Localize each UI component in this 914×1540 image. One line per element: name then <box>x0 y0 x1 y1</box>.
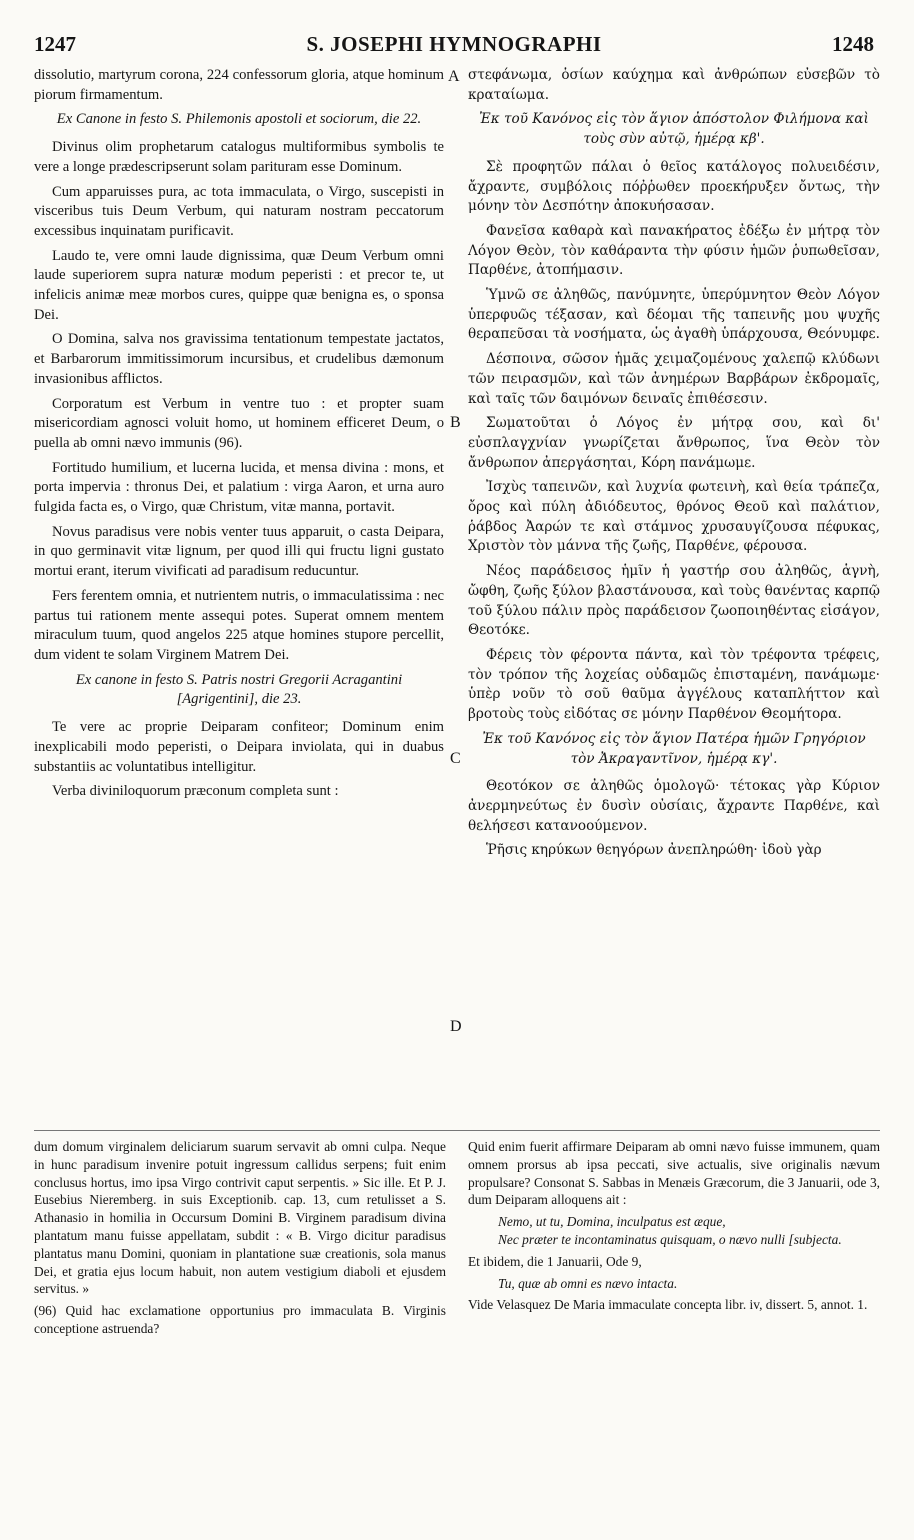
running-title: S. JOSEPHI HYMNOGRAPHI <box>306 32 602 56</box>
latin-paragraph: Verba diviniloquorum præconum completa sunt : <box>52 783 339 800</box>
latin-paragraph: Fortitudo humilium, et lucerna lucida, et mensa divina : mons, et porta impervia : thronus Dei, et palatium : virga Aaron, et urna auro fulgida facta es, o Virgo, quæ Christum, vitæ manna, portavit. <box>34 459 444 516</box>
column-marker-b: B <box>450 414 461 431</box>
footnote-paragraph: Vide Velasquez De Maria immaculate concepta libr. iv, dissert. 5, annot. 1. <box>468 1297 868 1313</box>
greek-column <box>468 66 880 866</box>
footnote-divider <box>34 1130 880 1131</box>
latin-paragraph: dissolutio, martyrum corona, 224 confessorum gloria, atque hominum piorum firmamentum. <box>34 67 444 103</box>
latin-paragraph: Fers ferentem omnia, et nutrientem nutris, o immaculatissima : nec partus tui rationem mente assequi potes. Superat omnem mentem miraculum tuum, quod angelos 225 atque homines stupore percellit, dum vident te solam Virginem Matrem Dei. <box>34 587 444 663</box>
greek-heading: Ἐκ τοῦ Κανόνος εἰς τὸν ἅγιον ἀπόστολον Φιλήμονα καὶ τοὺς σὺν αὐτῷ, ἡμέρᾳ κβ'. <box>479 111 869 148</box>
latin-paragraph: Laudo te, vere omni laude dignissima, quæ Deum Verbum omni laude superiorem supra naturæ modum peperisti : et precor te, ut infelicis animæ meæ morbos cures, quippe quæ benigna es, o sponsa Dei. <box>34 247 444 323</box>
greek-paragraph: Δέσποινα, σῶσον ἡμᾶς χειμαζομένους χαλεπῷ κλύδωνι τῶν πειρασμῶν, καὶ τῶν ἀνημέρων Βαρβάρων ἐκδρομαῖς, καὶ ταῖς τῶν δαιμόνων δειναῖς ἐπιθέσεσιν. <box>468 351 880 407</box>
latin-paragraph: Te vere ac proprie Deiparam confiteor; Dominum enim inexplicabili modo peperisti, o Deipara inviolata, qui in duabus substantiis ac voluntatibus intelligitur. <box>34 719 444 775</box>
latin-paragraph: Novus paradisus vere nobis venter tuus apparuit, o casta Deipara, in quo germinavit vitæ lignum, per quod illi qui fructu ligni gustato mortui erant, iterum vivificati ad paradisum reducuntur. <box>34 523 444 580</box>
column-marker-a: A <box>448 68 460 85</box>
page-number-left: 1247 <box>34 32 76 56</box>
column-marker-c: C <box>450 750 461 767</box>
latin-paragraph: Cum apparuisses pura, ac tota immaculata, o Virgo, suscepisti in visceribus tuis Deum Verbum, qui naturam nostram peccatorum excessibus inquinatam purificavit. <box>34 183 444 239</box>
main-columns <box>34 66 880 1126</box>
latin-column <box>34 66 444 807</box>
latin-heading: Ex canone in festo S. Patris nostri Gregorii Acragantini [Agrigentini], die 23. <box>75 671 403 708</box>
greek-paragraph: Σὲ προφητῶν πάλαι ὁ θεῖος κατάλογος πολυειδέσιν, ἄχραντε, συμβόλοις πόῤῥωθεν προεκήρυξεν ὄντως, τὴν μόνην τὸν Δεσπότην ἀποκυήσασαν. <box>468 158 880 215</box>
greek-paragraph: Θεοτόκον σε ἀληθῶς ὁμολογῶ· τέτοκας γὰρ Κύριον ἀνερμηνεύτως ἐν δυσὶν οὐσίαις, ἄχραντε Παρθένε, καὶ θελήσεσι κατανοούμενον. <box>468 778 880 834</box>
latin-paragraph: Divinus olim prophetarum catalogus multiformibus symbolis te vere a longe prædescripserunt solam parituram esse Dominum. <box>34 139 444 175</box>
footnotes <box>34 1138 880 1478</box>
greek-paragraph: Φέρεις τὸν φέροντα πάντα, καὶ τὸν τρέφοντα τρέφεις, τὸν τρόπον τῆς λοχείας οὐδαμῶς ἐπισταμένη, πανάμωμε· ὑπὲρ νοῦν τὸ σοῦ θαῦμα ἀγγέλους καταπλήττον καὶ βροτοὺς τοὺς εἰδότας σε μόνην Παρθένον Θεομήτορα. <box>468 646 880 723</box>
greek-paragraph: Νέος παράδεισος ἡμῖν ἡ γαστήρ σου ἀληθῶς, ἁγνὴ, ὤφθη, ζωῆς ξύλον βλαστάνουσα, καὶ τοὺς θανέντας καρπῷ τοῦ ξύλου πάλιν πρὸς παράδεισον ζωοποιηθέντας εἰσάγον, Θεοτόκε. <box>468 563 880 639</box>
latin-paragraph: Corporatum est Verbum in ventre tuo : et propter suam misericordiam agnosci voluit homo, ut hominem efficeret Deum, o puella ab omni nævo immunis (96). <box>34 395 444 451</box>
verse-line: Nemo, ut tu, Domina, inculpatus est æque, <box>498 1214 726 1230</box>
greek-paragraph: στεφάνωμα, ὁσίων καύχημα καὶ ἀνθρώπων εὐσεβῶν τὸ κραταίωμα. <box>468 67 880 103</box>
greek-paragraph: Ἰσχὺς ταπεινῶν, καὶ λυχνία φωτεινὴ, καὶ θεία τράπεζα, ὄρος καὶ πύλη ἀδιόδευτος, θρόνος Θεοῦ καὶ παλάτιον, ῥάβδος Ἀαρών τε καὶ στάμνος χρυσαυγίζουσα πέφυκας, Χριστὸν τὸν μάννα τῆς ζωῆς, Παρθένε, φέρουσα. <box>468 479 880 555</box>
greek-paragraph: Ῥῆσις κηρύκων θεηγόρων ἀνεπληρώθη· ἰδοὺ γὰρ <box>486 842 822 859</box>
latin-heading: Ex Canone in festo S. Philemonis apostoli et sociorum, die 22. <box>56 111 422 128</box>
verse-line: Nec præter te incontaminatus quisquam, o nævo nulli [subjecta. <box>498 1231 842 1247</box>
footnote-paragraph: dum domum virginalem deliciarum suarum servavit ab omni culpa. Neque in hunc paradisum invenire potuit ingressum callidus serpens; fuit enim conclusus hortus, imo ipsa Virgo contrivit caput serpentis. » Sic ille. Et P. J. Eusebius Nieremberg. in suis Exceptionib. cap. 13, cum retulisset a S. Athanasio in homilia in Occursum Domini B. Virginem paradisum divina plantatum manu fuisse appellatam, subdit : « B. Virgo dicitur paradisus plantatus manu Domini, quoniam in plantatione suæ creationis, sola manus Dei, et gratia ejus locum habuit, non autem vestigium diaboli et ejusdem servitus. » <box>34 1139 446 1297</box>
page-number-right: 1248 <box>832 32 874 56</box>
footnote-paragraph: (96) Quid hac exclamatione opportunius pro immaculata B. Virginis conceptione astruenda? <box>34 1303 446 1336</box>
footnote-left-column <box>34 1138 446 1342</box>
greek-paragraph: Φανεῖσα καθαρὰ καὶ πανακήρατος ἐδέξω ἐν μήτρᾳ τὸν Λόγον Θεὸν, τὸν καθάραντα τὴν φύσιν ἡμῶν ῥυπωθεῖσαν, Παρθένε, ἀτοπήμασιν. <box>468 222 880 279</box>
greek-heading: Ἐκ τοῦ Κανόνος εἰς τὸν ἅγιον Πατέρα ἡμῶν Γρηγόριον τὸν Ἀκραγαντῖνον, ἡμέρᾳ κγ'. <box>482 730 866 767</box>
footnote-verse: Tu, quæ ab omni es nævo intacta. <box>498 1275 678 1291</box>
greek-paragraph: Ὑμνῶ σε ἀληθῶς, πανύμνητε, ὑπερύμνητον Θεὸν Λόγον ὑπερφυῶς τέξασαν, καὶ δέομαι τῆς ταπεινῆς μου ψυχῆς θεραπεῦσαι τὰ νοσήματα, ὡς ἀγαθὴ ὑπάρχουσα, Θεόνυμφε. <box>468 287 880 343</box>
footnote-verse <box>468 1213 880 1249</box>
latin-paragraph: O Domina, salva nos gravissima tentationum tempestate jactatos, et Barbarorum immitissimorum incursibus, et crudelibus dæmonum invasionibus afflictos. <box>34 331 444 387</box>
footnote-paragraph: Quid enim fuerit affirmare Deiparam ab omni nævo fuisse immunem, quam omnem prorsus ab ipsa peccati, sive actualis, sive originalis nævum propulsare? Consonat S. Sabbas in Menæis Græcorum, die 3 Januarii, ode 3, dum Deiparam alloquens ait : <box>468 1139 880 1208</box>
greek-paragraph: Σωματοῦται ὁ Λόγος ἐν μήτρᾳ σου, καὶ δι' εὐσπλαγχνίαν γνωρίζεται ἄνθρωπος, ἵνα Θεὸν τὸν ἄνθρωπον ἀπεργάσηται, Κόρη πανάμωμε. <box>468 415 880 471</box>
column-marker-d: D <box>450 1018 462 1035</box>
footnote-right-column <box>468 1138 880 1318</box>
footnote-paragraph: Et ibidem, die 1 Januarii, Ode 9, <box>468 1253 642 1269</box>
running-header <box>34 32 874 60</box>
